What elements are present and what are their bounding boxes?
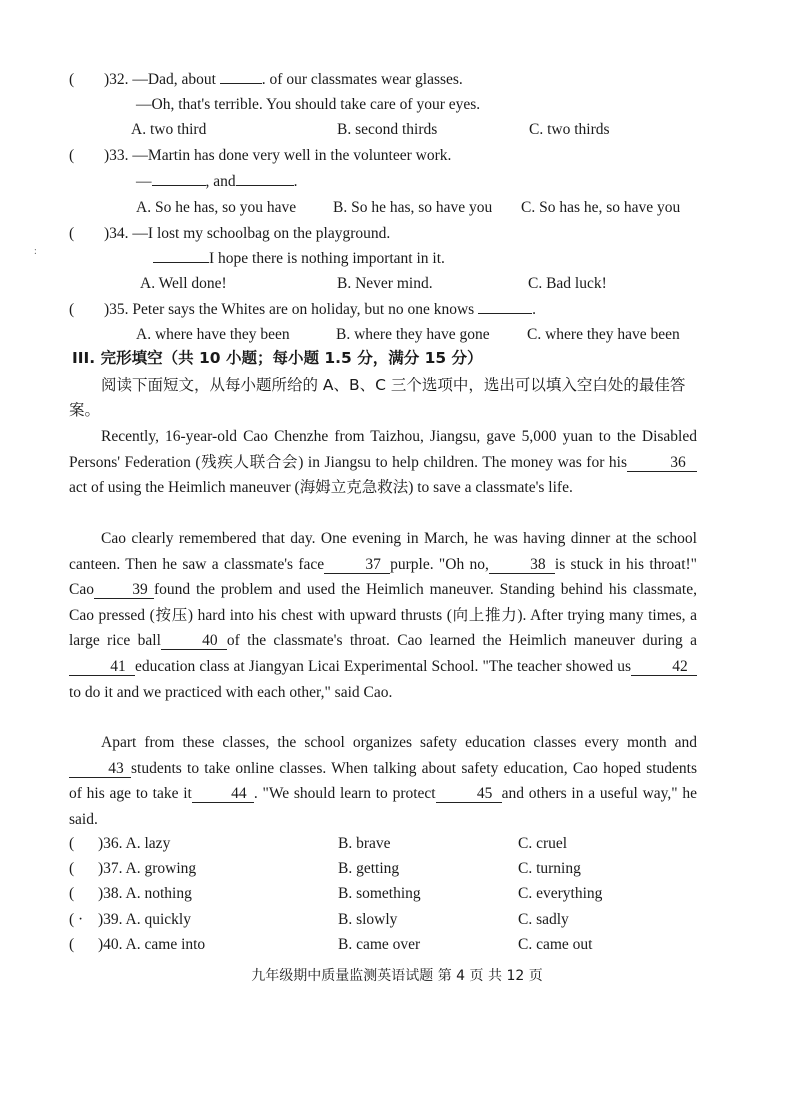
option-c: C. So has he, so have you	[521, 199, 681, 216]
option-c: C. where they have been	[527, 326, 680, 343]
question-text: , and	[205, 173, 236, 190]
answer-blank	[220, 83, 262, 84]
option-b: B. So he has, so have you	[333, 199, 493, 216]
blank-40: 40	[161, 633, 227, 650]
passage-text: Cao clearly remembered that day. One evening in March, he was having dinner at the school canteen. Then he saw a classmate's face	[69, 530, 697, 573]
option-c: C. Bad luck!	[528, 275, 607, 292]
question-text: . of our classmates wear glasses.	[261, 71, 463, 88]
option-c: C. two thirds	[529, 121, 610, 138]
passage-text: found the problem and used the Heimlich maneuver. Standing behind his classmate, Cao pressed (按压) hard into his chest with upward thrusts (向上推力). After trying many times, a large rice ball	[69, 581, 697, 650]
answer-paren: (	[69, 301, 75, 318]
option-b: B. where they have gone	[336, 326, 490, 343]
question-text: —	[136, 173, 152, 190]
choice-36-option-b: B. brave	[338, 835, 391, 852]
option-a: A. Well done!	[140, 275, 227, 292]
answer-blank	[153, 262, 209, 263]
passage-text: Recently, 16-year-old Cao Chenzhe from Taizhou, Jiangsu, gave 5,000 yuan to the Disabled Persons' Federation (残疾人联合会) in Jiangsu to help children. The money was for his	[69, 428, 697, 471]
option-a: A. So he has, so you have	[136, 199, 297, 216]
answer-paren: (	[69, 147, 75, 164]
blank-39: 39	[94, 582, 154, 599]
answer-paren: (	[69, 885, 75, 902]
question-35	[104, 300, 536, 320]
passage-text: students to take online classes. When talking about safety education, Cao hoped students of his age to take it	[69, 759, 697, 803]
option-a: A. two third	[131, 121, 207, 138]
passage-paragraph-2	[69, 526, 697, 705]
choice-37-option-c: C. turning	[518, 860, 581, 877]
question-33-reply	[136, 172, 298, 192]
page-footer: 九年级期中质量监测英语试题 第 4 页 共 12 页	[251, 968, 543, 984]
choice-38-option-b: B. something	[338, 885, 421, 902]
answer-paren: (	[69, 936, 75, 953]
blank-42: 42	[631, 659, 697, 676]
passage-text: act of using the Heimlich maneuver (海姆立克急救法) to save a classmate's life.	[69, 479, 573, 497]
passage-text: is stuck in his throat!" Cao	[69, 555, 697, 599]
question-text: )35. Peter says the Whites are on holiday, but no one knows	[104, 301, 475, 318]
choice-38-option-c: C. everything	[518, 885, 603, 902]
blank-36: 36	[627, 455, 697, 472]
blank-37: 37	[324, 557, 390, 574]
choice-39-option-a: )39. A. quickly	[98, 911, 191, 928]
option-b: B. second thirds	[337, 121, 438, 138]
passage-paragraph-1	[69, 424, 697, 501]
passage-text: education class at Jiangyan Licai Experimental School. "The teacher showed us	[135, 657, 631, 675]
answer-paren: (	[69, 835, 75, 852]
choice-39-option-b: B. slowly	[338, 911, 398, 928]
section-instruction: 阅读下面短文，从每小题所给的 A、B、C 三个选项中，选出可以填入空白处的最佳答案。	[69, 376, 686, 419]
blank-38: 38	[489, 557, 555, 574]
answer-paren: (	[69, 225, 75, 242]
choice-37-option-a: )37. A. growing	[98, 860, 197, 877]
scan-mark: :	[34, 246, 37, 257]
question-34: )34. —I lost my schoolbag on the playground.	[104, 225, 391, 242]
choice-36-option-c: C. cruel	[518, 835, 568, 852]
answer-paren: (	[69, 71, 75, 88]
question-32	[104, 70, 463, 90]
choice-39-option-c: C. sadly	[518, 911, 569, 928]
section-heading: III. 完形填空（共 10 小题；每小题 1.5 分，满分 15 分）	[72, 349, 483, 367]
question-text: I hope there is nothing important in it.	[209, 250, 445, 267]
blank-44: 44	[192, 786, 254, 803]
passage-text: Apart from these classes, the school organizes safety education classes every month and	[101, 734, 697, 751]
choice-37-option-b: B. getting	[338, 860, 400, 877]
question-text: .	[532, 301, 536, 318]
passage-text: . "We should learn to protect	[253, 785, 436, 803]
question-32-reply: —Oh, that's terrible. You should take care of your eyes.	[136, 96, 481, 113]
passage-text: of the classmate's throat. Cao learned the Heimlich maneuver during a	[226, 632, 697, 650]
passage-paragraph-3	[69, 730, 697, 832]
answer-paren: (	[69, 860, 75, 877]
passage-text: and others in a useful way," he said.	[69, 785, 697, 828]
answer-blank	[152, 185, 206, 186]
question-34-reply	[153, 249, 445, 269]
answer-blank	[236, 185, 294, 186]
blank-45: 45	[436, 786, 502, 803]
blank-41: 41	[69, 659, 135, 676]
choice-40-option-a: )40. A. came into	[98, 936, 206, 953]
question-text: )32. —Dad, about	[104, 71, 216, 88]
answer-blank	[478, 313, 532, 314]
option-b: B. Never mind.	[337, 275, 433, 292]
choice-36-option-a: )36. A. lazy	[98, 835, 171, 852]
question-33: )33. —Martin has done very well in the volunteer work.	[104, 147, 452, 164]
passage-text: to do it and we practiced with each other," said Cao.	[69, 683, 393, 701]
choice-38-option-a: )38. A. nothing	[98, 885, 192, 902]
passage-text: purple. "Oh no,	[390, 555, 489, 573]
question-text: .	[293, 173, 298, 190]
answer-paren: ( ·	[69, 911, 84, 928]
choice-40-option-c: C. came out	[518, 936, 593, 953]
blank-43: 43	[69, 761, 131, 778]
option-a: A. where have they been	[136, 326, 290, 343]
choice-40-option-b: B. came over	[338, 936, 421, 953]
